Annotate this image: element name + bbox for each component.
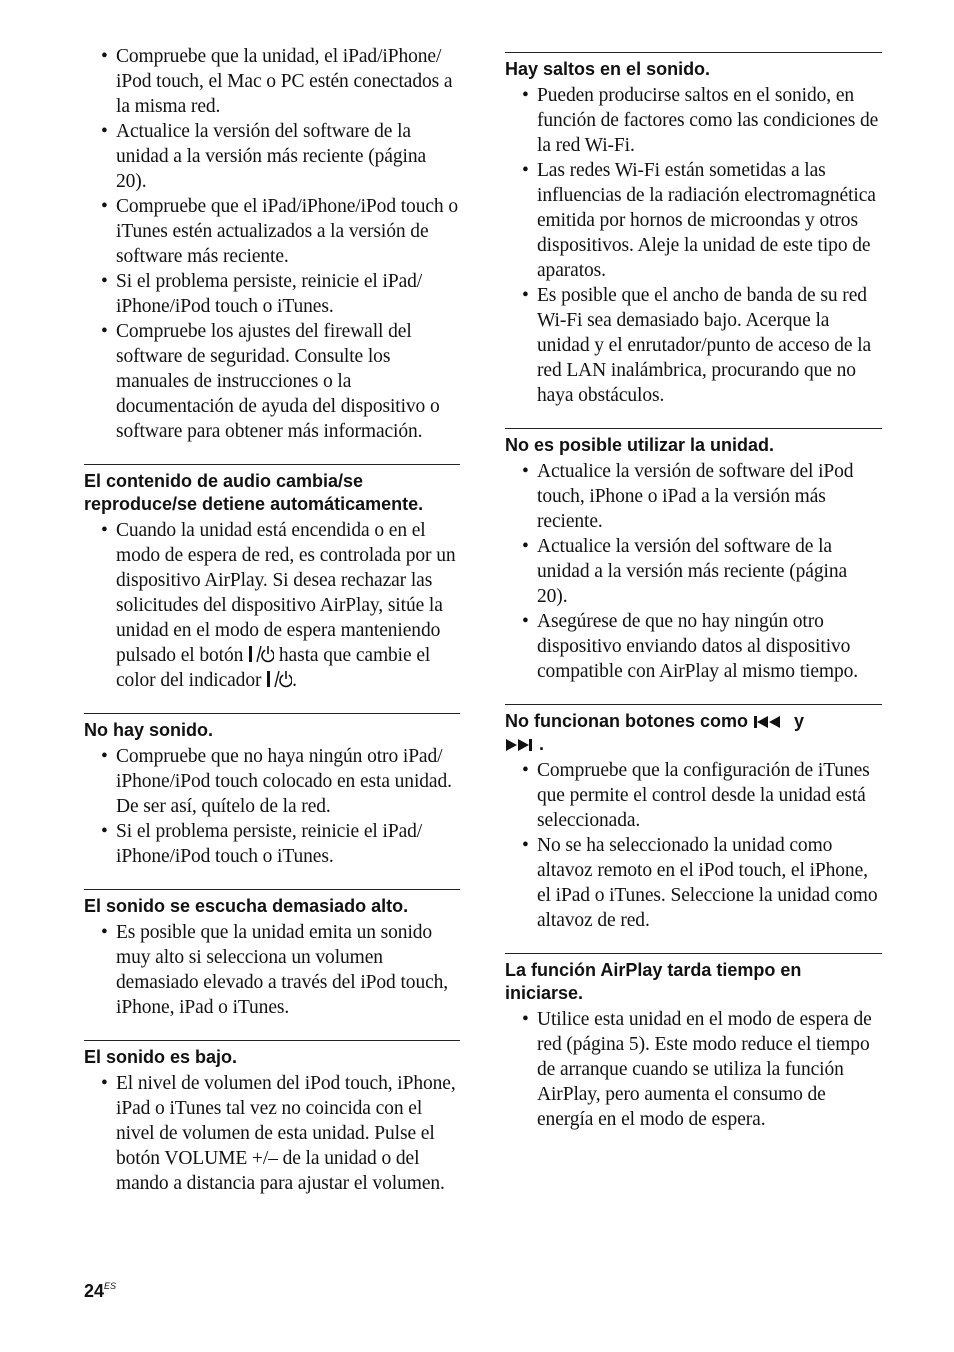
list-item: • Si el problema persiste, reinicie el iPad/ iPhone/iPod touch o iTunes.: [101, 821, 423, 867]
list-item: • Actualice la versión del software de la unidad a la versión más reciente (página 20).: [101, 121, 427, 192]
section-buttons: [505, 704, 882, 933]
list-item: • Compruebe que la unidad, el iPad/iPhone/ iPod touch, el Mac o PC estén conectados a la misma red.: [101, 46, 453, 117]
power-standby-icon: [266, 670, 292, 688]
section-cannot-use: [505, 428, 882, 684]
list-item: • Compruebe los ajustes del firewall del software de seguridad. Consulte los manuales de instrucciones o la documentación de ayuda del dispositivo o software para obtener más información.: [101, 321, 440, 442]
section-heading: La función AirPlay tarda tiempo en iniciarse.: [505, 960, 802, 1003]
list-item: • No se ha seleccionado la unidad como altavoz remoto en el iPod touch, el iPhone, el iPad o iTunes. Seleccione la unidad como altavoz de red.: [522, 835, 878, 931]
section-heading: No es posible utilizar la unidad.: [505, 435, 775, 455]
section-no-sound: [84, 713, 460, 869]
list-item: • Compruebe que la configuración de iTunes que permite el control desde la unidad está seleccionada.: [522, 760, 870, 831]
section-heading: El contenido de audio cambia/se reproduce/se detiene automáticamente.: [84, 471, 424, 514]
list-item: • Cuando la unidad está encendida o en el modo de espera de red, es controlada por un dispositivo AirPlay. Si desea rechazar las solicitudes del dispositivo AirPlay, sitúe la unidad en el modo de espera manteniendo pulsado el botón hasta que cambie el color del indicador .: [101, 520, 456, 691]
list-item: • Asegúrese de que no hay ningún otro dispositivo enviando datos al dispositivo compatible con AirPlay al mismo tiempo.: [522, 611, 859, 682]
next-track-icon: [505, 738, 539, 752]
section-too-loud: [84, 889, 460, 1020]
list-item: • El nivel de volumen del iPod touch, iPhone, iPad o iTunes tal vez no coincida con el nivel de volumen de esta unidad. Pulse el botón VOLUME +/– de la unidad o del mando a distancia para ajustar el volumen.: [101, 1073, 456, 1194]
section-heading: No funcionan botones como y .: [505, 711, 805, 754]
power-standby-icon: [248, 645, 274, 663]
list-item: • Es posible que el ancho de banda de su red Wi-Fi sea demasiado bajo. Acerque la unidad y el enrutador/punto de acceso de la red LAN inalámbrica, procurando que no haya obstáculos.: [522, 285, 872, 406]
list-item: • Utilice esta unidad en el modo de espera de red (página 5). Este modo reduce el tiempo de arranque cuando se utiliza la función AirPlay, pero aumenta el consumo de energía en el modo de espera.: [522, 1009, 872, 1130]
section-heading: El sonido se escucha demasiado alto.: [84, 896, 409, 916]
section-low-sound: [84, 1040, 460, 1196]
list-item: • Actualice la versión de software del iPod touch, iPhone o iPad a la versión más reciente.: [522, 461, 854, 532]
section-heading: El sonido es bajo.: [84, 1047, 238, 1067]
intro-list: [84, 44, 460, 444]
list-item: • Es posible que la unidad emita un sonido muy alto si selecciona un volumen demasiado elevado a través del iPod touch, iPhone, iPad o iTunes.: [101, 922, 449, 1018]
previous-track-icon: [753, 715, 789, 729]
list-item: • Actualice la versión del software de la unidad a la versión más reciente (página 20).: [522, 536, 848, 607]
list-item: • Las redes Wi-Fi están sometidas a las influencias de la radiación electromagnética emitida por hornos de microondas y otros dispositivos. Aleje la unidad de este tipo de aparatos.: [522, 160, 876, 281]
language-code: ES: [104, 1281, 117, 1291]
list-item: • Si el problema persiste, reinicie el iPad/ iPhone/iPod touch o iTunes.: [101, 271, 423, 317]
left-column: [84, 0, 460, 1196]
list-item: • Pueden producirse saltos en el sonido, en función de factores como las condiciones de la red Wi-Fi.: [522, 85, 879, 156]
right-column: [505, 0, 882, 1132]
section-audio-change: [84, 464, 460, 693]
list-item: • Compruebe que el iPad/iPhone/iPod touch o iTunes estén actualizados a la versión de software más reciente.: [101, 196, 458, 267]
page-number: $24^{ES}$: [84, 1281, 117, 1301]
section-heading: No hay sonido.: [84, 720, 214, 740]
section-airplay-slow: [505, 953, 882, 1132]
list-item: • Compruebe que no haya ningún otro iPad/ iPhone/iPod touch colocado en esta unidad. De ser así, quítelo de la red.: [101, 746, 452, 817]
section-skips: [505, 52, 882, 408]
section-heading: Hay saltos en el sonido.: [505, 59, 711, 79]
